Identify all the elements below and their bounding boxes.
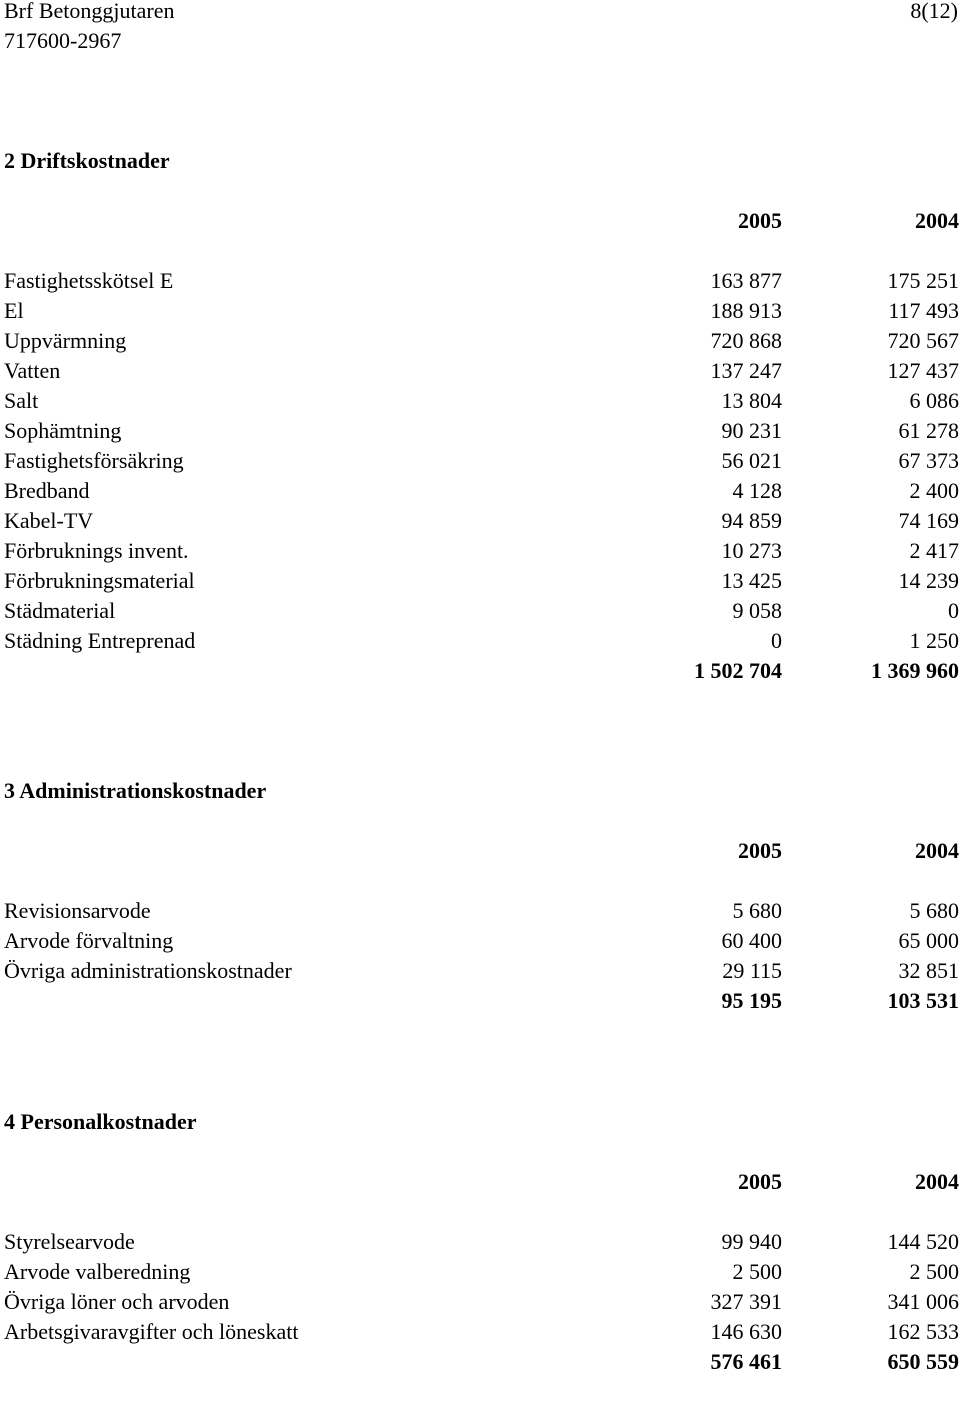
row-label: Arbetsgivaravgifter och löneskatt xyxy=(4,1319,299,1344)
organization-number: 717600-2967 xyxy=(4,28,122,53)
page-header xyxy=(4,0,958,56)
year-current: 2005 xyxy=(738,1169,782,1194)
table-row xyxy=(4,356,959,386)
total-current: 576 461 xyxy=(710,1349,782,1374)
value-current: 2 500 xyxy=(732,1259,782,1284)
header-second-row xyxy=(4,26,958,56)
cost-rows xyxy=(4,896,959,986)
value-previous: 14 239 xyxy=(898,568,959,593)
total-row xyxy=(4,656,959,686)
table-row xyxy=(4,266,959,296)
table-row xyxy=(4,506,959,536)
value-previous: 61 278 xyxy=(898,418,959,443)
table-row xyxy=(4,386,959,416)
total-previous: 1 369 960 xyxy=(871,658,959,683)
section-driftskostnader xyxy=(4,146,959,686)
cost-rows xyxy=(4,266,959,656)
value-previous: 67 373 xyxy=(898,448,959,473)
value-current: 163 877 xyxy=(710,268,782,293)
organization-name: Brf Betonggjutaren xyxy=(4,0,175,23)
total-previous: 650 559 xyxy=(887,1349,959,1374)
row-label: Förbrukningsmaterial xyxy=(4,568,195,593)
value-current: 60 400 xyxy=(721,928,782,953)
total-current: 1 502 704 xyxy=(694,658,782,683)
value-previous: 341 006 xyxy=(887,1289,959,1314)
value-current: 5 680 xyxy=(732,898,782,923)
value-current: 188 913 xyxy=(710,298,782,323)
value-current: 720 868 xyxy=(710,328,782,353)
year-previous: 2004 xyxy=(915,208,959,233)
value-current: 13 804 xyxy=(721,388,782,413)
year-header-row xyxy=(4,206,959,236)
year-previous: 2004 xyxy=(915,1169,959,1194)
table-row xyxy=(4,1227,959,1257)
value-current: 56 021 xyxy=(721,448,782,473)
table-row xyxy=(4,296,959,326)
value-current: 146 630 xyxy=(710,1319,782,1344)
value-previous: 175 251 xyxy=(887,268,959,293)
section-title: 4 Personalkostnader xyxy=(4,1109,197,1134)
row-label: Styrelsearvode xyxy=(4,1229,135,1254)
row-label: Arvode förvaltning xyxy=(4,928,174,953)
value-current: 94 859 xyxy=(721,508,782,533)
section-title: 3 Administrationskostnader xyxy=(4,778,267,803)
row-label: Städmaterial xyxy=(4,598,116,623)
year-previous: 2004 xyxy=(915,838,959,863)
value-current: 99 940 xyxy=(721,1229,782,1254)
value-previous: 2 400 xyxy=(909,478,959,503)
value-previous: 2 500 xyxy=(909,1259,959,1284)
value-previous: 74 169 xyxy=(898,508,959,533)
table-row xyxy=(4,536,959,566)
value-previous: 32 851 xyxy=(898,958,959,983)
value-previous: 144 520 xyxy=(887,1229,959,1254)
value-previous: 127 437 xyxy=(887,358,959,383)
value-current: 327 391 xyxy=(710,1289,782,1314)
row-label: Förbruknings invent. xyxy=(4,538,189,563)
value-previous: 6 086 xyxy=(909,388,959,413)
row-label: Uppvärmning xyxy=(4,328,127,353)
value-current: 13 425 xyxy=(721,568,782,593)
value-current: 0 xyxy=(771,628,782,653)
table-row xyxy=(4,416,959,446)
value-current: 4 128 xyxy=(732,478,782,503)
value-previous: 5 680 xyxy=(909,898,959,923)
value-previous: 1 250 xyxy=(909,628,959,653)
row-label: Bredband xyxy=(4,478,90,503)
value-current: 10 273 xyxy=(721,538,782,563)
table-row xyxy=(4,896,959,926)
row-label: Arvode valberedning xyxy=(4,1259,191,1284)
table-row xyxy=(4,626,959,656)
year-current: 2005 xyxy=(738,838,782,863)
row-label: Revisionsarvode xyxy=(4,898,151,923)
table-row xyxy=(4,1317,959,1347)
table-row xyxy=(4,1257,959,1287)
year-current: 2005 xyxy=(738,208,782,233)
total-row xyxy=(4,986,959,1016)
value-previous: 117 493 xyxy=(888,298,959,323)
table-row xyxy=(4,1287,959,1317)
row-label: Vatten xyxy=(4,358,61,383)
value-previous: 162 533 xyxy=(887,1319,959,1344)
section-title: 2 Driftskostnader xyxy=(4,148,170,173)
table-row xyxy=(4,326,959,356)
value-current: 9 058 xyxy=(732,598,782,623)
year-header-row xyxy=(4,836,959,866)
table-row xyxy=(4,926,959,956)
section-personalkostnader xyxy=(4,1107,959,1377)
row-label: Fastighetsförsäkring xyxy=(4,448,184,473)
total-current: 95 195 xyxy=(721,988,782,1013)
total-previous: 103 531 xyxy=(887,988,959,1013)
year-header-row xyxy=(4,1167,959,1197)
value-current: 29 115 xyxy=(722,958,782,983)
row-label: Sophämtning xyxy=(4,418,122,443)
row-label: Övriga löner och arvoden xyxy=(4,1289,230,1314)
value-current: 90 231 xyxy=(721,418,782,443)
row-label: Städning Entreprenad xyxy=(4,628,196,653)
row-label: Övriga administrationskostnader xyxy=(4,958,292,983)
table-row xyxy=(4,446,959,476)
value-previous: 65 000 xyxy=(898,928,959,953)
table-row xyxy=(4,596,959,626)
section-administrationskostnader xyxy=(4,776,959,1016)
page-number: 8(12) xyxy=(910,0,958,23)
row-label: Fastighetsskötsel E xyxy=(4,268,174,293)
value-current: 137 247 xyxy=(710,358,782,383)
row-label: Kabel-TV xyxy=(4,508,94,533)
table-row xyxy=(4,566,959,596)
value-previous: 0 xyxy=(948,598,959,623)
value-previous: 2 417 xyxy=(909,538,959,563)
table-row xyxy=(4,956,959,986)
header-top-row xyxy=(4,0,958,26)
table-row xyxy=(4,476,959,506)
total-row xyxy=(4,1347,959,1377)
value-previous: 720 567 xyxy=(887,328,959,353)
cost-rows xyxy=(4,1227,959,1347)
row-label: El xyxy=(4,298,24,323)
row-label: Salt xyxy=(4,388,39,413)
